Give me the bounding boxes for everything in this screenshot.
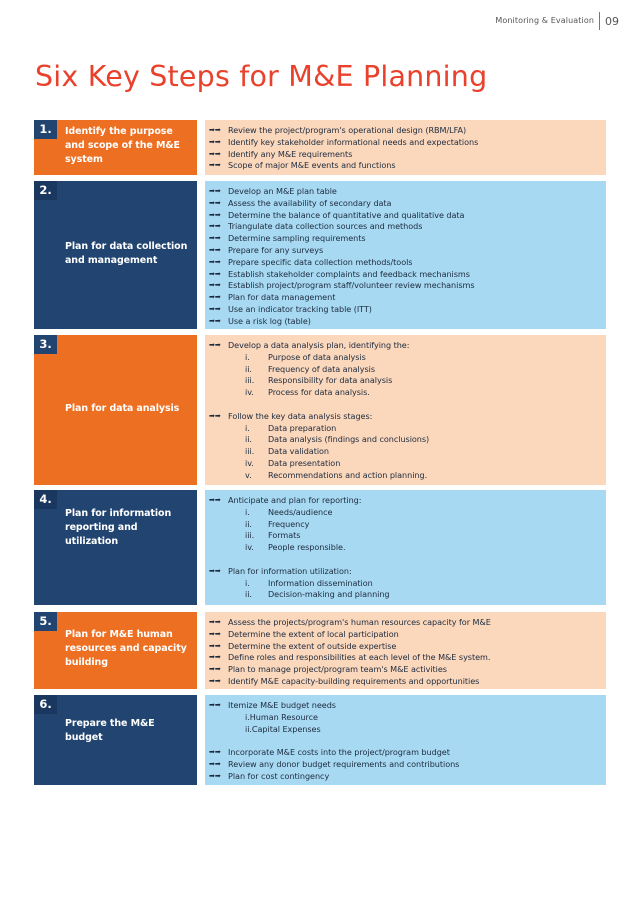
list-item: ➡➡ Review any donor budget requirements and contributions	[209, 758, 460, 769]
list-item: ➡➡ Use a risk log (table)	[209, 315, 311, 326]
sub-item: ii.Capital Expenses	[245, 723, 321, 734]
list-item: ➡➡ Follow the key data analysis stages:	[209, 410, 373, 421]
double-chevron-right-icon: ➡➡	[209, 245, 221, 254]
list-item: ➡➡ Define roles and responsibilities at each level of the M&E system.	[209, 652, 491, 663]
step-number: 2.	[34, 181, 57, 200]
list-item: ➡➡ Establish project/program staff/volunteer review mechanisms	[209, 280, 475, 291]
double-chevron-right-icon: ➡➡	[209, 341, 221, 349]
step-items	[205, 340, 606, 482]
step-number: 5.	[34, 612, 57, 631]
sub-item: i. Information dissemination	[245, 577, 373, 588]
double-chevron-right-icon: ➡➡	[209, 126, 221, 134]
step-title: Prepare the M&E budget	[65, 718, 155, 743]
step-3-content-panel	[205, 335, 606, 485]
double-chevron-right-icon: ➡➡	[209, 771, 221, 780]
list-item: ➡➡ Plan for cost contingency	[209, 770, 330, 781]
list-item: ➡➡ Plan for data management	[209, 292, 336, 303]
step-title: Plan for data analysis	[65, 403, 180, 414]
double-chevron-right-icon: ➡➡	[209, 316, 221, 325]
step-4-content-panel	[205, 490, 606, 605]
double-chevron-right-icon: ➡➡	[209, 748, 221, 757]
list-item: ➡➡ Anticipate and plan for reporting:	[209, 495, 362, 505]
step-items	[205, 700, 606, 783]
sub-item: i. Needs/audience	[245, 506, 333, 517]
list-item: ➡➡ Assess the projects/program's human resources capacity for M&E	[209, 617, 491, 627]
list-item: ➡➡ Prepare specific data collection methods/tools	[209, 256, 413, 267]
page-title: Six Key Steps for M&E Planning	[35, 60, 488, 93]
double-chevron-right-icon: ➡➡	[209, 293, 221, 302]
list-item: ➡➡ Triangulate data collection sources and methods	[209, 221, 423, 232]
list-item: ➡➡ Scope of major M&E events and functions	[209, 160, 396, 171]
double-chevron-right-icon: ➡➡	[209, 137, 221, 146]
list-item: ➡➡ Establish stakeholder complaints and feedback mechanisms	[209, 268, 470, 279]
list-item: ➡➡ Itemize M&E budget needs	[209, 700, 336, 710]
sub-item: ii. Decision-making and planning	[245, 589, 390, 600]
double-chevron-right-icon: ➡➡	[209, 411, 221, 420]
double-chevron-right-icon: ➡➡	[209, 234, 221, 243]
list-item: ➡➡ Develop a data analysis plan, identifying the:	[209, 340, 410, 350]
step-title: Plan for data collection and management	[65, 241, 188, 266]
step-5-label-panel	[34, 612, 197, 689]
list-item: ➡➡ Determine the extent of outside expertise	[209, 640, 397, 651]
step-6-label-panel	[34, 695, 197, 785]
step-number: 1.	[34, 120, 57, 139]
double-chevron-right-icon: ➡➡	[209, 198, 221, 207]
list-item: ➡➡ Assess the availability of secondary data	[209, 197, 392, 208]
double-chevron-right-icon: ➡➡	[209, 222, 221, 231]
step-4-label-panel	[34, 490, 197, 605]
double-chevron-right-icon: ➡➡	[209, 269, 221, 278]
list-item: ➡➡ Identify any M&E requirements	[209, 148, 353, 159]
step-2-label-panel	[34, 181, 197, 329]
step-title: Plan for information reporting and utilization	[65, 508, 172, 547]
sub-item: iv. Process for data analysis.	[245, 387, 370, 398]
step-items	[205, 125, 606, 172]
header-divider	[599, 12, 600, 30]
list-item: ➡➡ Develop an M&E plan table	[209, 186, 337, 196]
list-item: ➡➡ Prepare for any surveys	[209, 244, 324, 255]
double-chevron-right-icon: ➡➡	[209, 566, 221, 575]
step-6-content-panel	[205, 695, 606, 785]
double-chevron-right-icon: ➡➡	[209, 676, 221, 685]
sub-item: iii. Formats	[245, 530, 301, 541]
double-chevron-right-icon: ➡➡	[209, 210, 221, 219]
step-title: Plan for M&E human resources and capacity building	[65, 629, 187, 668]
list-item: ➡➡ Plan for information utilization:	[209, 565, 352, 576]
sub-item: v. Recommendations and action planning.	[245, 469, 428, 480]
double-chevron-right-icon: ➡➡	[209, 257, 221, 266]
double-chevron-right-icon: ➡➡	[209, 629, 221, 638]
double-chevron-right-icon: ➡➡	[209, 701, 221, 709]
step-items	[205, 617, 606, 688]
step-items	[205, 495, 606, 601]
double-chevron-right-icon: ➡➡	[209, 496, 221, 504]
list-item: ➡➡ Determine the balance of quantitative and qualitative data	[209, 209, 465, 220]
double-chevron-right-icon: ➡➡	[209, 281, 221, 290]
double-chevron-right-icon: ➡➡	[209, 759, 221, 768]
step-1-content-panel	[205, 120, 606, 175]
double-chevron-right-icon: ➡➡	[209, 641, 221, 650]
list-item: ➡➡ Plan to manage project/program team's M&E activities	[209, 664, 447, 675]
sub-item: ii. Frequency of data analysis	[245, 363, 376, 374]
double-chevron-right-icon: ➡➡	[209, 161, 221, 170]
sub-item: i. Data preparation	[245, 422, 337, 433]
sub-item: iv. Data presentation	[245, 457, 341, 468]
step-title: Identify the purpose and scope of the M&E system	[65, 126, 180, 165]
list-item: ➡➡ Use an indicator tracking table (ITT)	[209, 303, 372, 314]
sub-item: iv. People responsible.	[245, 542, 346, 553]
sub-item: ii. Data analysis (findings and conclusions)	[245, 434, 430, 445]
sub-item: i. Purpose of data analysis	[245, 351, 366, 362]
double-chevron-right-icon: ➡➡	[209, 304, 221, 313]
step-3-label-panel	[34, 335, 197, 485]
list-item: ➡➡ Identify M&E capacity-building requirements and opportunities	[209, 675, 480, 686]
double-chevron-right-icon: ➡➡	[209, 665, 221, 674]
sub-item: iii. Data validation	[245, 446, 329, 457]
step-number: 4.	[34, 490, 57, 509]
step-2-content-panel	[205, 181, 606, 329]
sub-item: ii. Frequency	[245, 518, 310, 529]
step-items	[205, 186, 606, 328]
list-item: ➡➡ Determine the extent of local participation	[209, 628, 399, 639]
step-number: 3.	[34, 335, 57, 354]
double-chevron-right-icon: ➡➡	[209, 653, 221, 662]
list-item: ➡➡ Incorporate M&E costs into the project/program budget	[209, 747, 450, 758]
sub-item: i.Human Resource	[245, 711, 318, 722]
double-chevron-right-icon: ➡➡	[209, 187, 221, 195]
step-1-label-panel	[34, 120, 197, 175]
double-chevron-right-icon: ➡➡	[209, 618, 221, 626]
running-header-section: Monitoring & Evaluation	[495, 16, 594, 25]
list-item: ➡➡ Determine sampling requirements	[209, 233, 366, 244]
sub-item: iii. Responsibility for data analysis	[245, 375, 393, 386]
double-chevron-right-icon: ➡➡	[209, 149, 221, 158]
step-5-content-panel	[205, 612, 606, 689]
step-number: 6.	[34, 695, 57, 714]
list-item: ➡➡ Identify key stakeholder informational needs and expectations	[209, 136, 479, 147]
page-number: 09	[605, 15, 619, 28]
list-item: ➡➡ Review the project/program's operational design (RBM/LFA)	[209, 125, 467, 135]
